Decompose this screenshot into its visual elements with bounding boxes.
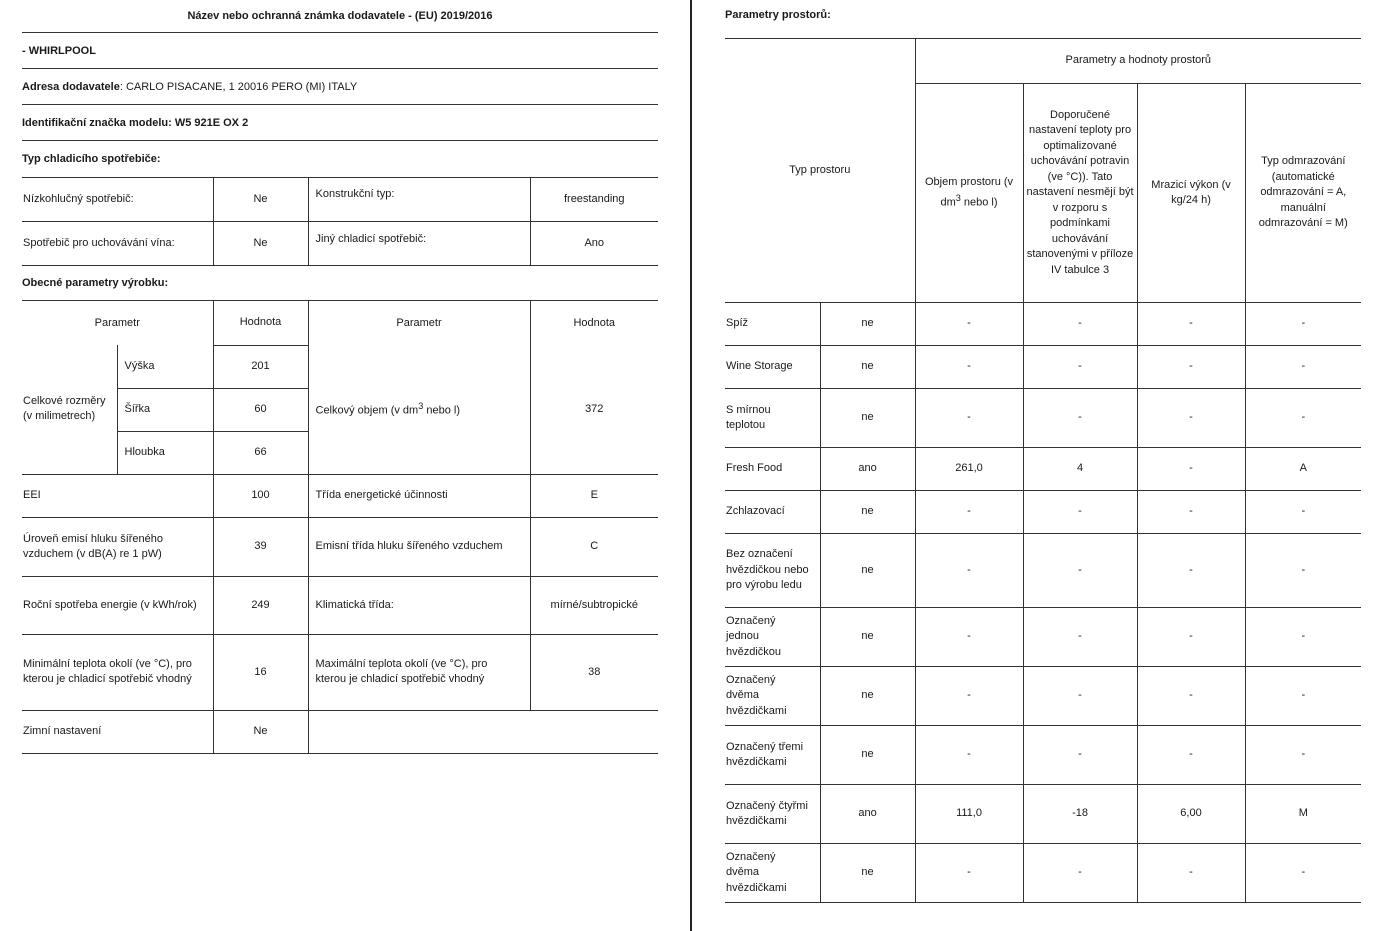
- param-label: Zimní nastavení: [22, 710, 213, 753]
- compartment-present: ne: [820, 491, 915, 534]
- volume-label-sup: 3: [418, 401, 424, 412]
- compartment-defrost: A: [1245, 448, 1361, 491]
- param-empty-cell: [308, 710, 658, 753]
- type-value: Ne: [213, 221, 308, 265]
- type-value-2: Ano: [530, 221, 658, 265]
- compartment-freezing: -: [1137, 303, 1245, 346]
- dimension-label: Hloubka: [117, 431, 213, 474]
- param-label: EEI: [22, 474, 213, 517]
- compartment-defrost: M: [1245, 785, 1361, 844]
- compartment-volume: -: [915, 491, 1023, 534]
- dimension-value: 60: [213, 388, 308, 431]
- compartment-type: Fresh Food: [725, 448, 820, 491]
- type-label: Nízkohlučný spotřebič:: [22, 178, 213, 221]
- volume-label-post: nebo l): [423, 405, 460, 418]
- compartments-title: Parametry prostorů:: [725, 9, 831, 21]
- compartment-temperature: -: [1023, 346, 1137, 389]
- table-row: [725, 303, 1361, 346]
- compartment-temperature: -18: [1023, 785, 1137, 844]
- supplier-name-row: [22, 33, 658, 69]
- table-row: [725, 608, 1361, 667]
- param-value: 16: [213, 634, 308, 710]
- compartment-present: ne: [820, 303, 915, 346]
- compartment-type: S mírnou teplotou: [725, 389, 820, 448]
- compartment-defrost: -: [1245, 534, 1361, 608]
- col-header-param-2: Parametr: [308, 301, 530, 345]
- appliance-type-heading: [22, 141, 658, 178]
- group-header: Parametry a hodnoty prostorů: [915, 39, 1361, 84]
- type-label-2: Konstrukční typ:: [308, 178, 530, 221]
- col-header-type: Typ prostoru: [725, 39, 915, 303]
- type-value: Ne: [213, 178, 308, 221]
- compartment-freezing: -: [1137, 491, 1245, 534]
- compartment-type: Wine Storage: [725, 346, 820, 389]
- compartment-present: ne: [820, 844, 915, 903]
- compartment-type: Označený třemi hvězdičkami: [725, 726, 820, 785]
- dimension-value: 66: [213, 431, 308, 474]
- compartment-freezing: -: [1137, 608, 1245, 667]
- dimension-label: Výška: [117, 345, 213, 388]
- compartment-defrost: -: [1245, 667, 1361, 726]
- compartment-defrost: -: [1245, 389, 1361, 448]
- table-row: [22, 576, 658, 634]
- param-value-2: E: [530, 474, 658, 517]
- compartment-freezing: -: [1137, 389, 1245, 448]
- compartment-present: ne: [820, 726, 915, 785]
- document-title: [22, 0, 658, 33]
- table-row: [22, 178, 658, 221]
- compartment-temperature: -: [1023, 534, 1137, 608]
- table-row: [725, 726, 1361, 785]
- type-value-2: freestanding: [530, 178, 658, 221]
- compartment-freezing: 6,00: [1137, 785, 1245, 844]
- dimension-value: 201: [213, 345, 308, 388]
- table-row: [725, 667, 1361, 726]
- compartment-present: ano: [820, 448, 915, 491]
- table-header-row: [725, 39, 1361, 84]
- general-params-table: [22, 301, 658, 754]
- compartment-type: Označený jednou hvězdičkou: [725, 608, 820, 667]
- col-header-volume: [915, 84, 1023, 303]
- compartment-volume: -: [915, 667, 1023, 726]
- compartment-freezing: -: [1137, 346, 1245, 389]
- model-value: W5 921E OX 2: [174, 116, 249, 129]
- compartment-freezing: -: [1137, 844, 1245, 903]
- type-label: Spotřebič pro uchovávání vína:: [22, 221, 213, 265]
- col-volume-pre: Objem prostoru (v dm: [925, 176, 1014, 209]
- type-label-2: Jiný chladicí spotřebič:: [308, 221, 530, 265]
- compartment-type: Označený čtyřmi hvězdičkami: [725, 785, 820, 844]
- compartment-defrost: -: [1245, 491, 1361, 534]
- table-row: [22, 474, 658, 517]
- compartment-temperature: -: [1023, 667, 1137, 726]
- param-value: 100: [213, 474, 308, 517]
- param-label-2: Maximální teplota okolí (ve °C), pro kterou je chladicí spotřebič vhodný: [308, 634, 530, 710]
- compartment-present: ne: [820, 667, 915, 726]
- param-label-2: Třída energetické účinnosti: [308, 474, 530, 517]
- compartment-freezing: -: [1137, 726, 1245, 785]
- compartment-defrost: -: [1245, 346, 1361, 389]
- param-value-2: mírné/subtropické: [530, 576, 658, 634]
- compartment-present: ne: [820, 346, 915, 389]
- param-label: Roční spotřeba energie (v kWh/rok): [22, 576, 213, 634]
- page-divider: [690, 0, 692, 931]
- appliance-type-heading-text: Typ chladicího spotřebiče:: [22, 153, 161, 165]
- supplier-name: - WHIRLPOOL: [22, 44, 96, 57]
- table-row: [725, 491, 1361, 534]
- compartment-volume: 261,0: [915, 448, 1023, 491]
- table-row: [22, 517, 658, 576]
- table-row: [22, 710, 658, 753]
- compartment-type: Bez označení hvězdičkou nebo pro výrobu ledu: [725, 534, 820, 608]
- general-params-heading: [22, 265, 658, 301]
- col-header-param: Parametr: [22, 301, 213, 345]
- model-id-row: [22, 105, 658, 141]
- param-label-2: Emisní třída hluku šířeného vzduchem: [308, 517, 530, 576]
- table-row: [725, 346, 1361, 389]
- model-label: Identifikační značka modelu:: [22, 116, 172, 129]
- table-row: [725, 844, 1361, 903]
- param-label: Minimální teplota okolí (ve °C), pro kterou je chladicí spotřebič vhodný: [22, 634, 213, 710]
- compartment-freezing: -: [1137, 448, 1245, 491]
- compartments-body: [725, 303, 1361, 903]
- document-title-text: Název nebo ochranná známka dodavatele - (EU) 2019/2016: [187, 10, 493, 22]
- compartment-volume: -: [915, 608, 1023, 667]
- address-value: : CARLO PISACANE, 1 20016 PERO (MI) ITALY: [119, 80, 358, 93]
- compartment-volume: -: [915, 844, 1023, 903]
- appliance-type-table: [22, 178, 658, 266]
- compartment-temperature: 4: [1023, 448, 1137, 491]
- col-header-value: Hodnota: [213, 301, 308, 345]
- col-header-temperature: Doporučené nastavení teploty pro optimalizované uchovávání potravin (ve °C)). Tato nastavení nesmějí být v rozporu s podmínkami uchovávání stanovenými v příloze IV tabulce 3: [1023, 84, 1137, 303]
- compartment-volume: -: [915, 726, 1023, 785]
- compartment-defrost: -: [1245, 726, 1361, 785]
- param-value: 249: [213, 576, 308, 634]
- col-header-freezing: Mrazicí výkon (v kg/24 h): [1137, 84, 1245, 303]
- param-value: Ne: [213, 710, 308, 753]
- param-value-2: C: [530, 517, 658, 576]
- compartment-type: Označený dvěma hvězdičkami: [725, 844, 820, 903]
- compartment-defrost: -: [1245, 303, 1361, 346]
- general-params-heading-text: Obecné parametry výrobku:: [22, 276, 169, 289]
- volume-label-pre: Celkový objem (v dm: [315, 405, 419, 418]
- compartment-volume: -: [915, 389, 1023, 448]
- compartments-table: [725, 38, 1361, 903]
- param-value-2: 38: [530, 634, 658, 710]
- table-row: [725, 785, 1361, 844]
- table-row: [725, 389, 1361, 448]
- param-label: Úroveň emisí hluku šířeného vzduchem (v dB(A) re 1 pW): [22, 517, 213, 576]
- compartment-volume: -: [915, 534, 1023, 608]
- compartment-volume: -: [915, 303, 1023, 346]
- dimension-label: Šířka: [117, 388, 213, 431]
- compartment-temperature: -: [1023, 844, 1137, 903]
- param-value: 39: [213, 517, 308, 576]
- compartment-temperature: -: [1023, 389, 1137, 448]
- compartment-type: Spíž: [725, 303, 820, 346]
- address-label: Adresa dodavatele: [22, 80, 120, 93]
- table-header-row: [22, 301, 658, 345]
- compartment-volume: -: [915, 346, 1023, 389]
- compartment-defrost: -: [1245, 608, 1361, 667]
- compartment-type: Zchlazovací: [725, 491, 820, 534]
- table-row: [725, 534, 1361, 608]
- table-row: [22, 221, 658, 265]
- compartment-present: ne: [820, 608, 915, 667]
- param-label-2: Klimatická třída:: [308, 576, 530, 634]
- compartment-freezing: -: [1137, 534, 1245, 608]
- col-volume-sup: 3: [955, 192, 961, 203]
- total-volume-value: 372: [530, 345, 658, 474]
- compartment-present: ano: [820, 785, 915, 844]
- compartment-temperature: -: [1023, 303, 1137, 346]
- compartment-present: ne: [820, 389, 915, 448]
- compartment-temperature: -: [1023, 491, 1137, 534]
- col-volume-post: nebo l): [960, 196, 998, 209]
- compartment-freezing: -: [1137, 667, 1245, 726]
- table-row: [22, 345, 658, 388]
- table-row: [725, 448, 1361, 491]
- compartment-volume: 111,0: [915, 785, 1023, 844]
- compartment-type: Označený dvěma hvězdičkami: [725, 667, 820, 726]
- compartment-present: ne: [820, 534, 915, 608]
- col-header-value-2: Hodnota: [573, 316, 616, 329]
- table-row: [22, 634, 658, 710]
- total-volume-label: [308, 345, 530, 474]
- compartment-temperature: -: [1023, 608, 1137, 667]
- dimensions-label: Celkové rozměry (v milimetrech): [22, 345, 117, 474]
- compartment-defrost: -: [1245, 844, 1361, 903]
- col-header-defrost: Typ odmrazování (automatické odmrazování = A, manuální odmrazování = M): [1245, 84, 1361, 303]
- compartment-temperature: -: [1023, 726, 1137, 785]
- supplier-address-row: [22, 69, 658, 105]
